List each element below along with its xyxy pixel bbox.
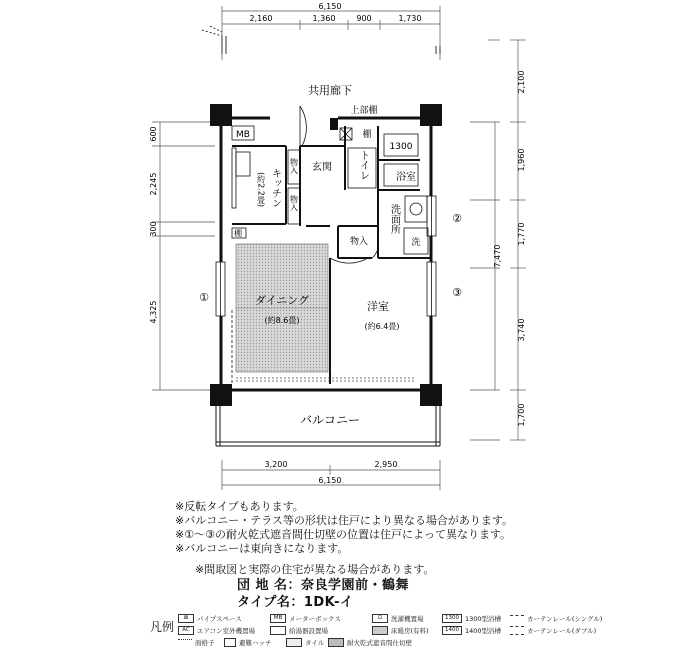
dim-top-seg-4: 1,730 [398,14,422,23]
dim-left-3: 300 [149,221,158,237]
dim-right-3: 1,770 [517,222,526,246]
label-entrance: 玄関 [312,162,332,173]
legend-label: エアコン室外機置場 [197,627,256,635]
type-name: タイプ名：1DK-イ [237,595,354,610]
legend-label: メーターボックス [289,615,341,623]
legend-symbol [328,638,344,647]
legend-symbol [178,639,192,647]
legend-symbol [372,626,388,635]
marker-1: ① [199,291,209,304]
label-bath-1300: 1300 [389,142,413,152]
legend-item [372,626,429,635]
legend-symbol: ⊠ [178,614,194,623]
legend-item [270,614,341,623]
legend-symbol: ⊡ [372,614,388,623]
label-western-size: (約6.4畳) [364,322,400,331]
legend-symbol [270,626,286,635]
legend-label: カーテンレール(シングル) [527,615,603,623]
label-storage-2: 物入 [289,195,299,211]
label-dining-size: (約8.6畳) [264,316,300,325]
dim-bottom-seg-1: 3,200 [264,460,288,469]
dim-top-seg-1: 2,160 [249,14,273,23]
label-corridor: 共用廊下 [308,84,352,97]
note-1: ※反転タイプもあります。 [175,500,304,513]
legend-item [270,626,328,635]
label-kitchen-size: (約2.2畳) [256,172,266,207]
property-info [237,577,409,611]
legend-symbol [286,638,302,647]
label-washroom: 洗面所 [388,204,400,234]
complex-name: 団 地 名：奈良学園前・鶴舞 [237,578,410,593]
legend-item [510,614,602,623]
left-dimension-lines [152,122,215,390]
dim-top-total: 6,150 [318,2,342,11]
legend-label: 1300型浴槽 [465,615,502,623]
legend-label: 面格子 [195,639,215,647]
corridor-railing [202,26,440,54]
label-shelf-2: 棚 [234,229,242,238]
label-washer: 洗 [411,238,421,248]
legend-label: パイプスペース [197,615,242,623]
label-storage-3: 物入 [350,237,369,247]
marker-3: ③ [452,286,462,299]
dim-top-seg-3: 900 [356,14,372,23]
dim-bottom-total: 6,150 [318,476,342,485]
legend-symbol [510,615,524,623]
legend-symbol [510,626,524,635]
legend-item [178,626,255,635]
legend-label: 耐火乾式遮音間仕切壁 [347,639,412,647]
dim-top-seg-2: 1,360 [312,14,336,23]
legend-label: 床暖房(有料) [391,627,429,635]
label-kitchen: キッチン [269,168,281,208]
label-shelf-1: 棚 [362,130,372,140]
label-mb: MB [236,130,250,140]
legend-label: タイル [305,639,325,647]
dim-right-2: 1,960 [517,148,526,172]
disclaimer: ※間取図と実際の住宅が異なる場合があります。 [195,563,435,576]
legend-item [442,614,501,623]
label-dining: ダイニング [254,294,310,307]
legend-label: カーテンレール(ダブル) [527,627,597,635]
label-balcony: バルコニー [299,413,361,427]
dim-bottom-seg-2: 2,950 [374,460,398,469]
legend-label: 給湯器設置場 [289,627,328,635]
label-western-room: 洋室 [367,300,389,313]
dim-left-1: 600 [149,126,158,142]
label-storage-1: 物入 [289,158,299,174]
legend-label: 洗濯機置場 [391,615,424,623]
legend-item [442,626,501,635]
legend-item [224,638,272,647]
dim-left-2: 2,245 [149,172,158,196]
legend-item [328,638,412,647]
notes [175,500,695,556]
note-4: ※バルコニーは東向きになります。 [175,542,349,555]
label-upper-shelf: 上部棚 [350,106,378,116]
legend-label: 1400型浴槽 [465,627,502,635]
legend-symbol: AC [178,626,194,635]
legend-label: 避難ハッチ [239,639,272,647]
legend-item [178,614,242,623]
marker-2: ② [452,212,462,225]
dim-right-4: 3,740 [517,318,526,342]
legend-title: 凡例 [150,620,175,634]
label-bath: 浴室 [396,172,416,183]
legend-symbol: 1400 [442,626,462,635]
legend-symbol [224,638,236,647]
label-toilet: トイレ [357,150,369,180]
legend-item [510,626,596,635]
dim-right-1: 2,100 [517,70,526,94]
dim-right-5: 1,700 [517,403,526,427]
legend-item [178,638,215,647]
legend-symbol: MB [270,614,286,623]
note-3: ※①～③の耐火乾式遮音間仕切壁の位置は住戸によって異なります。 [175,528,512,541]
dim-right-total: 7,470 [493,244,502,268]
legend-item [286,638,324,647]
note-2: ※バルコニー・テラス等の形状は住戸により異なる場合があります。 [175,514,514,527]
bottom-dimension-lines [222,460,440,490]
legend-symbol: 1300 [442,614,462,623]
legend-item [372,614,424,623]
dim-left-4: 4,325 [149,300,158,324]
curtain-rails [236,378,416,381]
